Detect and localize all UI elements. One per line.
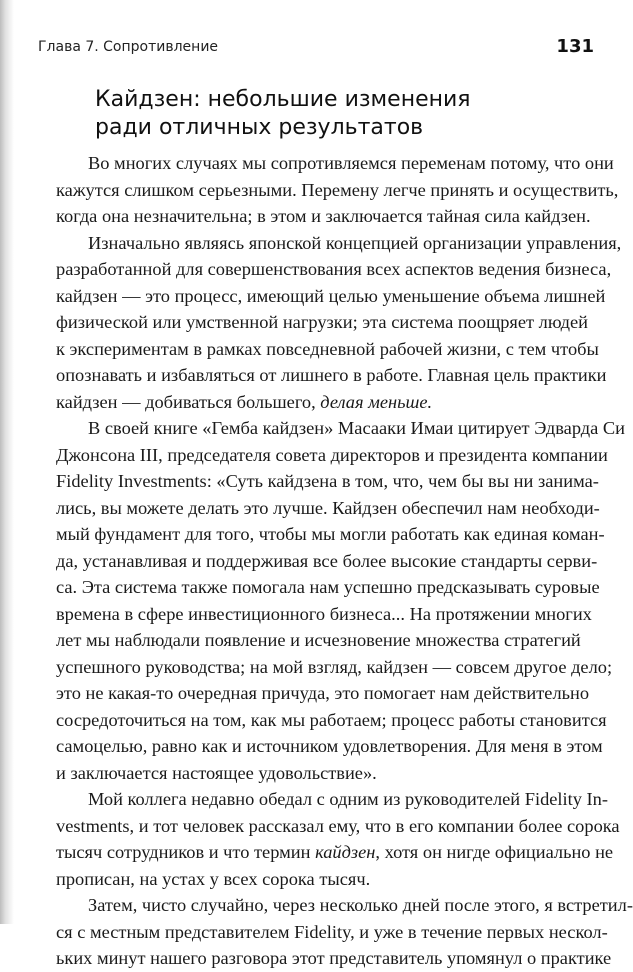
text-line: Во многих случаях мы сопротивляемся переменам потому, что они xyxy=(88,153,614,173)
text-segment: тысяч сотрудников и что термин xyxy=(56,842,316,862)
section-heading-line: ради отличных результатов xyxy=(95,115,424,140)
emphasis-text: кайдзен xyxy=(315,842,376,862)
section-heading-line: Кайдзен: небольшие изменения xyxy=(95,87,471,112)
text-line: когда она незначительна; в этом и заключается тайная сила кайдзен. xyxy=(56,206,591,226)
text-line: времена в сфере инвестиционного бизнеса... На протяжении многих xyxy=(56,603,592,624)
text-line: Затем, чисто случайно, через несколько дней после этого, я встретил- xyxy=(88,895,633,915)
text-line: Джонсона III, председателя совета директоров и президента компании xyxy=(56,444,608,465)
text-segment: кайдзен — добиваться большего, xyxy=(56,391,321,412)
text-line: са. Эта система также помогала нам успешно предсказывать суровые xyxy=(56,577,600,597)
text-line: физической или умственной нагрузки; эта система поощряет людей xyxy=(56,312,589,332)
body-text xyxy=(56,150,633,972)
text-line: мый фундамент для того, чтобы мы могли работать как единая коман- xyxy=(56,524,605,544)
text-line: это не какая-то очередная причуда, это помогает нам действительно xyxy=(56,683,590,703)
text-line: самоцелью, равно как и источником удовлетворения. Для меня в этом xyxy=(56,736,603,756)
section-heading xyxy=(95,86,595,142)
running-header xyxy=(38,36,594,60)
text-line: ся с местным представителем Fidelity, и уже в течение первых нескол- xyxy=(56,921,608,942)
text-line: Изначально являясь японской концепцией организации управления, xyxy=(88,232,622,253)
text-line: и заключается настоящее удовольствие». xyxy=(56,762,377,783)
text-line: да, устанавливая и поддерживая все более высокие стандарты серви- xyxy=(56,550,598,571)
text-line: Мой коллега недавно обедал с одним из руководителей Fidelity In- xyxy=(88,789,608,809)
text-line: vestments, и тот человек рассказал ему, что в его компании более сорока xyxy=(56,815,620,836)
emphasis-text: делая меньше. xyxy=(320,391,433,412)
text-line: ьких минут нашего разговора этот представитель упомянул о практике xyxy=(56,948,612,968)
page-number: 131 xyxy=(556,36,594,57)
text-line: успешного руководства; на мой взгляд, кайдзен — совсем другое дело; xyxy=(56,656,613,677)
text-line: прописан, на устах у всех сорока тысяч. xyxy=(56,868,371,889)
text-segment: , хотя он нигде официально не xyxy=(375,842,614,862)
text-line: лет мы наблюдали появление и исчезновение множества стратегий xyxy=(56,630,581,650)
chapter-title: Глава 7. Сопротивление xyxy=(38,39,219,55)
page-binding-shadow xyxy=(0,0,14,924)
text-line: В своей книге «Гемба кайдзен» Масааки Имаи цитирует Эдварда Си xyxy=(88,418,626,438)
text-line: к экспериментам в рамках повседневной рабочей жизни, с тем чтобы xyxy=(56,338,599,359)
text-line: разработанной для совершенствования всех аспектов ведения бизнеса, xyxy=(56,259,612,279)
text-line: кажутся слишком серьезными. Перемену легче принять и осуществить, xyxy=(56,179,619,200)
text-line xyxy=(56,839,622,866)
text-line: Fidelity Investments: «Суть кайдзена в том, что, чем бы вы ни занима- xyxy=(56,471,599,491)
text-line: кайдзен — это процесс, имеющий целью уменьшение объема лишней xyxy=(56,285,606,306)
text-line: опознавать и избавляться от лишнего в работе. Главная цель практики xyxy=(56,365,607,385)
text-line: лись, вы можете делать это лучше. Кайдзен обеспечил нам необходи- xyxy=(56,497,600,518)
text-line xyxy=(56,389,622,416)
text-line: сосредоточиться на том, как мы работаем; процесс работы становится xyxy=(56,709,607,730)
